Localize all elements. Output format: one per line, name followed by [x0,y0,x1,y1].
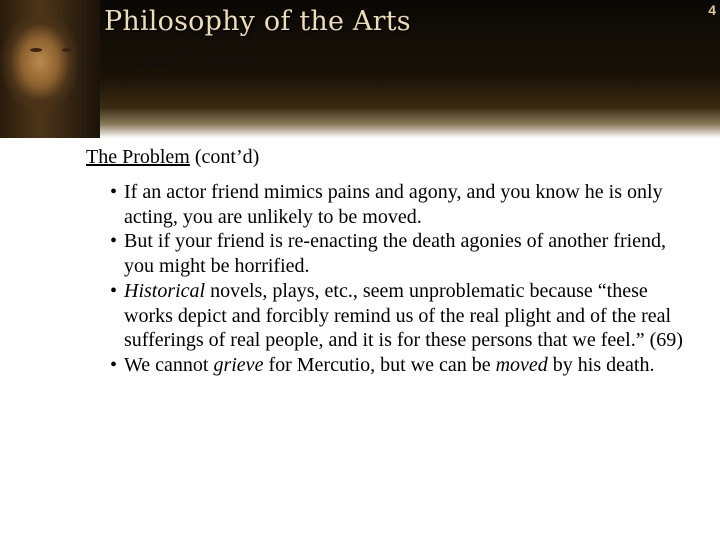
bullet-item-2 [110,229,690,278]
page-number: 4 [708,2,716,18]
bullet-item-3 [110,279,690,353]
bullet-text-end: by his death. [547,353,655,376]
section-heading [86,146,259,169]
class-number: Class 7: [132,49,201,71]
bullet-text-middle: for Mercutio, but we can be [263,353,496,376]
bullet-marker: • [110,230,118,253]
class-subtitle [132,49,259,72]
bullet-item-4 [110,353,690,378]
bullet-item-1 [110,180,690,229]
bullet-text: We cannot [124,353,214,376]
bullet-marker: • [110,353,118,376]
bullet-emphasis-grieve: grieve [213,353,264,376]
bullet-text: If an actor friend mimics pains and agony, and you know he is only acting, you are unlikely to be moved. [124,181,663,228]
bullet-text: But if your friend is re-enacting the death agonies of another friend, you might be horrified. [124,230,667,278]
class-topic: Fiction [200,49,259,71]
bullet-marker: • [110,279,118,302]
section-heading-rest: (cont’d) [189,146,260,168]
bullet-emphasis-moved: moved [495,353,548,376]
slide-header [0,0,720,138]
mona-lisa-portrait-image [0,0,100,138]
portrait-right-eye [62,48,72,52]
course-title: Philosophy of the Arts [104,6,411,37]
section-heading-underlined: The Problem [86,146,190,168]
bullet-marker: • [110,181,118,203]
portrait-left-eye [30,48,42,52]
bullet-emphasis: Historical [124,279,206,302]
bullet-text: novels, plays, etc., seem unproblematic because “these works depict and forcibly remind us of the real plight and of the real sufferings of real people, and it is for these persons that we feel.” (69) [124,279,683,352]
bullet-list [110,180,690,378]
